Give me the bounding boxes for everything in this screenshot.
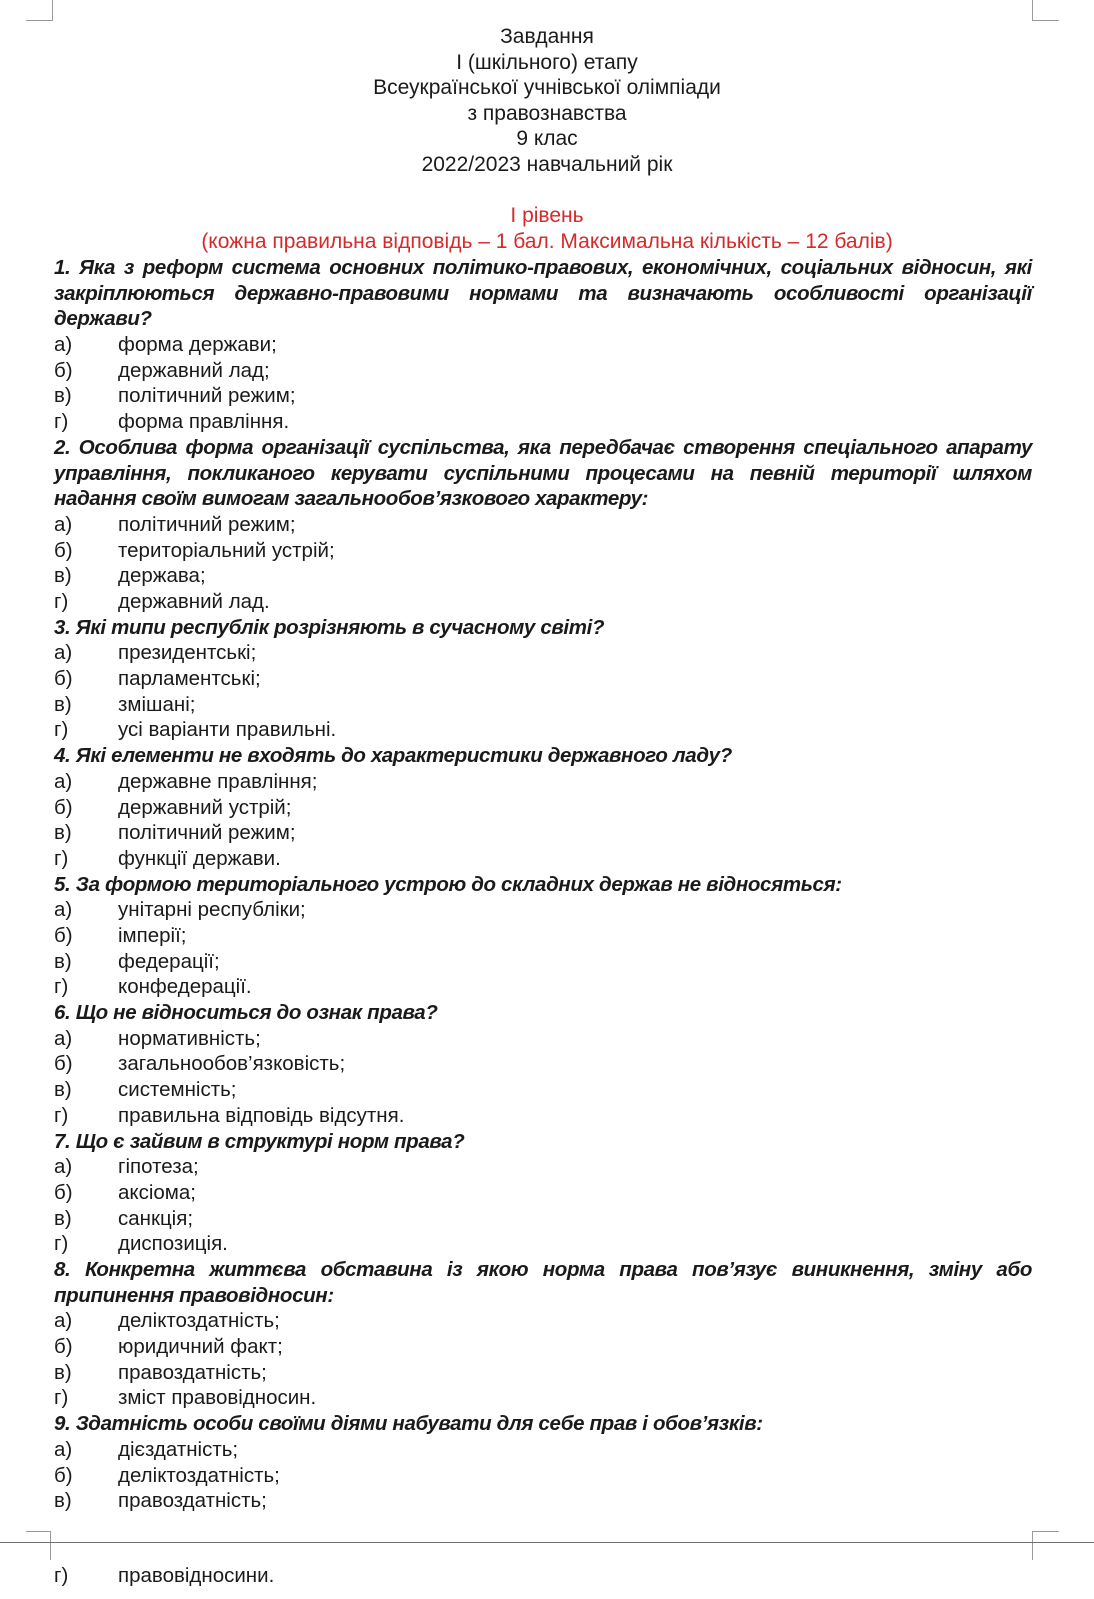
option-text: правовідносини. bbox=[118, 1564, 275, 1587]
option-letter: в) bbox=[54, 949, 72, 973]
answer-option bbox=[54, 512, 1032, 538]
option-letter: б) bbox=[54, 924, 73, 948]
option-text: державне правління; bbox=[118, 769, 318, 793]
answer-option bbox=[54, 1206, 1032, 1232]
questions-list bbox=[54, 255, 1032, 1514]
option-letter: в) bbox=[54, 692, 72, 716]
question-text: 4. Які елементи не входять до характеристики державного ладу? bbox=[54, 744, 732, 768]
header-olympiad: Всеукраїнської учнівської олімпіади bbox=[373, 76, 721, 100]
option-letter: а) bbox=[54, 769, 73, 793]
header-subject: з правознавства bbox=[467, 101, 627, 125]
question-text: 9. Здатність особи своїми діями набувати для себе прав і обов’язків: bbox=[54, 1412, 763, 1436]
answer-option bbox=[54, 1334, 1032, 1360]
option-letter: в) bbox=[54, 1489, 72, 1513]
option-letter: г) bbox=[54, 1232, 69, 1256]
option-letter: в) bbox=[54, 1078, 72, 1102]
option-letter: г) bbox=[54, 718, 69, 742]
header-grade: 9 клас bbox=[516, 127, 578, 151]
answer-option bbox=[54, 1077, 1032, 1103]
option-text: аксіома; bbox=[118, 1180, 196, 1204]
option-letter: а) bbox=[54, 1437, 73, 1461]
answer-option bbox=[54, 409, 1032, 435]
option-text: державний устрій; bbox=[118, 795, 292, 819]
option-text: форма правління. bbox=[118, 410, 290, 434]
option-text: функції держави. bbox=[118, 846, 281, 870]
question-block bbox=[54, 1257, 1032, 1411]
option-text: президентські; bbox=[118, 641, 257, 665]
option-text: деліктоздатність; bbox=[118, 1463, 280, 1487]
header-stage: І (шкільного) етапу bbox=[456, 50, 638, 74]
question-text: 8. Конкретна життєва обставина із якою норма права пов’язує виникнення, зміну або припинення правовідносин: bbox=[54, 1257, 1032, 1307]
option-letter: в) bbox=[54, 1206, 72, 1230]
question-text: 7. Що є зайвим в структурі норм права? bbox=[54, 1129, 465, 1153]
answer-option bbox=[54, 1231, 1032, 1257]
option-letter: г) bbox=[54, 975, 69, 999]
option-letter: в) bbox=[54, 821, 72, 845]
option-letter: а) bbox=[54, 1026, 73, 1050]
header-year: 2022/2023 навчальний рік bbox=[421, 152, 673, 176]
option-letter: г) bbox=[54, 1386, 69, 1410]
question-block bbox=[54, 1411, 1032, 1514]
answer-option bbox=[54, 795, 1032, 821]
answer-option bbox=[54, 1103, 1032, 1129]
question-text: 2. Особлива форма організації суспільства, яка передбачає створення спеціального апарату управління, покликаного керувати суспільними процесами на певній території шляхом надання своїм вимогам загальнообов’язкового характеру: bbox=[54, 435, 1032, 511]
question-block bbox=[54, 1129, 1032, 1257]
option-letter: в) bbox=[54, 564, 72, 588]
option-letter: а) bbox=[54, 512, 73, 536]
option-letter: г) bbox=[54, 846, 69, 870]
answer-option bbox=[54, 1154, 1032, 1180]
answer-option bbox=[54, 358, 1032, 384]
option-text: політичний режим; bbox=[118, 821, 296, 845]
question-block bbox=[54, 743, 1032, 871]
answer-option bbox=[54, 692, 1032, 718]
option-letter: б) bbox=[54, 667, 73, 691]
document-header bbox=[0, 24, 1094, 178]
option-letter: б) bbox=[54, 1052, 73, 1076]
option-text: правоздатність; bbox=[118, 1360, 267, 1384]
option-letter: г) bbox=[54, 590, 69, 614]
question-block bbox=[54, 872, 1032, 1000]
option-letter: г) bbox=[54, 410, 69, 434]
header-title: Завдання bbox=[500, 25, 594, 48]
answer-option bbox=[54, 1437, 1032, 1463]
answer-option bbox=[54, 563, 1032, 589]
option-letter: а) bbox=[54, 1155, 73, 1179]
option-letter: б) bbox=[54, 795, 73, 819]
question-text: 5. За формою територіального устрою до складних держав не відносяться: bbox=[54, 872, 842, 896]
option-text: загальнообов’язковість; bbox=[118, 1052, 346, 1076]
option-text: конфедерації. bbox=[118, 975, 252, 999]
option-letter: г) bbox=[54, 1103, 69, 1127]
answer-option-next-page bbox=[54, 1563, 654, 1589]
answer-option bbox=[54, 717, 1032, 743]
question-block bbox=[54, 615, 1032, 743]
answer-option bbox=[54, 640, 1032, 666]
level-scoring-note: (кожна правильна відповідь – 1 бал. Максимальна кількість – 12 балів) bbox=[201, 230, 893, 253]
option-text: юридичний факт; bbox=[118, 1335, 283, 1359]
answer-option bbox=[54, 769, 1032, 795]
level-heading bbox=[0, 203, 1094, 255]
option-text: нормативність; bbox=[118, 1026, 261, 1050]
option-text: парламентські; bbox=[118, 667, 261, 691]
answer-option bbox=[54, 820, 1032, 846]
option-text: системність; bbox=[118, 1078, 237, 1102]
option-letter: в) bbox=[54, 1360, 72, 1384]
page-corner-mark bbox=[26, 0, 53, 21]
option-text: політичний режим; bbox=[118, 512, 296, 536]
option-letter: а) bbox=[54, 333, 73, 357]
page-corner-mark bbox=[1032, 1531, 1059, 1560]
answer-option bbox=[54, 1463, 1032, 1489]
answer-option bbox=[54, 666, 1032, 692]
option-text: політичний режим; bbox=[118, 384, 296, 408]
answer-option bbox=[54, 383, 1032, 409]
option-text: імперії; bbox=[118, 924, 187, 948]
answer-option bbox=[54, 1308, 1032, 1334]
answer-option bbox=[54, 1488, 1032, 1514]
option-letter: в) bbox=[54, 384, 72, 408]
option-text: державний лад. bbox=[118, 590, 270, 614]
answer-option bbox=[54, 949, 1032, 975]
answer-option bbox=[54, 1026, 1032, 1052]
page-corner-mark bbox=[1032, 0, 1059, 21]
option-letter: б) bbox=[54, 1335, 73, 1359]
option-letter: а) bbox=[54, 898, 73, 922]
option-text: деліктоздатність; bbox=[118, 1309, 280, 1333]
option-text: держава; bbox=[118, 564, 206, 588]
option-text: санкція; bbox=[118, 1206, 194, 1230]
answer-option bbox=[54, 589, 1032, 615]
page-break-line bbox=[0, 1542, 1094, 1543]
level-title: І рівень bbox=[510, 204, 584, 227]
option-text: форма держави; bbox=[118, 333, 277, 357]
option-text: правильна відповідь відсутня. bbox=[118, 1103, 405, 1127]
answer-option bbox=[54, 1180, 1032, 1206]
option-letter: б) bbox=[54, 1463, 73, 1487]
answer-option bbox=[54, 332, 1032, 358]
option-text: дієздатність; bbox=[118, 1437, 239, 1461]
question-text: 1. Яка з реформ система основних політико-правових, економічних, соціальних відносин, які закріплюються державно-правовими нормами та визначають особливості організації держави? bbox=[54, 256, 1032, 331]
question-block bbox=[54, 435, 1032, 615]
answer-option bbox=[54, 1051, 1032, 1077]
option-letter: б) bbox=[54, 538, 73, 562]
option-text: федерації; bbox=[118, 949, 220, 973]
option-text: гіпотеза; bbox=[118, 1155, 199, 1179]
answer-option bbox=[54, 1385, 1032, 1411]
option-text: диспозиція. bbox=[118, 1232, 228, 1256]
question-block bbox=[54, 1000, 1032, 1128]
answer-option bbox=[54, 974, 1032, 1000]
answer-option bbox=[54, 897, 1032, 923]
answer-option bbox=[54, 923, 1032, 949]
option-text: унітарні республіки; bbox=[118, 898, 306, 922]
option-letter: а) bbox=[54, 641, 73, 665]
option-letter: г) bbox=[54, 1564, 69, 1587]
option-text: державний лад; bbox=[118, 358, 270, 382]
question-block bbox=[54, 255, 1032, 435]
option-text: територіальний устрій; bbox=[118, 538, 335, 562]
option-text: усі варіанти правильні. bbox=[118, 718, 337, 742]
answer-option bbox=[54, 846, 1032, 872]
answer-option bbox=[54, 538, 1032, 564]
option-text: зміст правовідносин. bbox=[118, 1386, 317, 1410]
option-text: правоздатність; bbox=[118, 1489, 267, 1513]
answer-option bbox=[54, 1360, 1032, 1386]
option-letter: б) bbox=[54, 358, 73, 382]
option-text: змішані; bbox=[118, 692, 196, 716]
page-corner-mark bbox=[26, 1531, 51, 1560]
option-letter: б) bbox=[54, 1180, 73, 1204]
question-text: 6. Що не відноситься до ознак права? bbox=[54, 1001, 438, 1025]
question-text: 3. Які типи республік розрізняють в сучасному світі? bbox=[54, 615, 605, 639]
option-letter: а) bbox=[54, 1309, 73, 1333]
